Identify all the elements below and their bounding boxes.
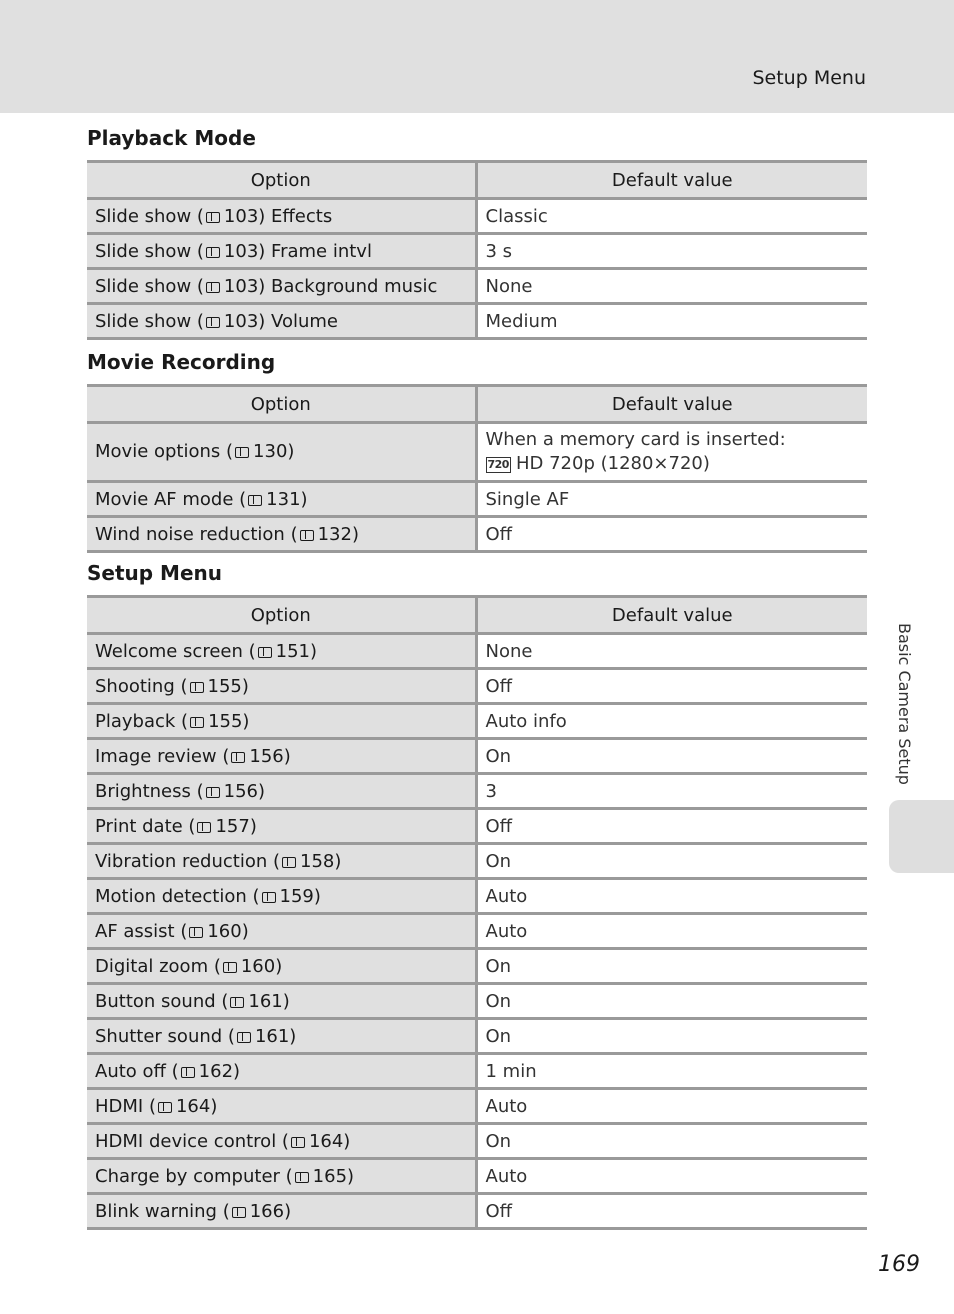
book-icon bbox=[230, 997, 244, 1008]
book-icon bbox=[295, 1172, 309, 1183]
value-line-1: When a memory card is inserted: bbox=[485, 429, 786, 450]
option-cell: Slide show ( 103) Effects bbox=[87, 199, 476, 234]
book-icon bbox=[181, 1067, 195, 1078]
value-cell: On bbox=[476, 739, 867, 774]
book-icon bbox=[206, 212, 220, 223]
value-cell bbox=[476, 423, 867, 482]
table-row bbox=[87, 423, 867, 482]
value-cell: 3 s bbox=[476, 234, 867, 269]
book-icon bbox=[189, 927, 203, 938]
option-cell: Vibration reduction ( 158) bbox=[87, 844, 476, 879]
column-header-option: Option bbox=[87, 597, 476, 634]
value-cell: On bbox=[476, 844, 867, 879]
table-row bbox=[87, 704, 867, 739]
book-icon bbox=[232, 1207, 246, 1218]
table-row bbox=[87, 809, 867, 844]
value-cell: Auto bbox=[476, 879, 867, 914]
side-chapter-label: Basic Camera Setup bbox=[895, 623, 914, 785]
table-row bbox=[87, 669, 867, 704]
header-title: Setup Menu bbox=[752, 67, 866, 89]
option-cell: Button sound ( 161) bbox=[87, 984, 476, 1019]
book-icon bbox=[237, 1032, 251, 1043]
option-cell: HDMI ( 164) bbox=[87, 1089, 476, 1124]
value-cell: Auto bbox=[476, 1159, 867, 1194]
table-row bbox=[87, 482, 867, 517]
book-icon bbox=[262, 892, 276, 903]
table-row bbox=[87, 844, 867, 879]
table-row bbox=[87, 199, 867, 234]
table-row bbox=[87, 517, 867, 552]
table-row bbox=[87, 234, 867, 269]
value-cell: Off bbox=[476, 809, 867, 844]
table-row bbox=[87, 1089, 867, 1124]
value-cell: On bbox=[476, 984, 867, 1019]
option-cell: Wind noise reduction ( 132) bbox=[87, 517, 476, 552]
table-row bbox=[87, 634, 867, 669]
book-icon bbox=[223, 962, 237, 973]
book-icon bbox=[300, 530, 314, 541]
option-cell: Slide show ( 103) Frame intvl bbox=[87, 234, 476, 269]
value-cell: Single AF bbox=[476, 482, 867, 517]
table-row bbox=[87, 949, 867, 984]
table-row bbox=[87, 1019, 867, 1054]
option-cell: Playback ( 155) bbox=[87, 704, 476, 739]
value-cell: Auto info bbox=[476, 704, 867, 739]
table-row bbox=[87, 1054, 867, 1089]
value-cell: On bbox=[476, 949, 867, 984]
book-icon bbox=[197, 822, 211, 833]
value-cell: Auto bbox=[476, 914, 867, 949]
table-row bbox=[87, 774, 867, 809]
book-icon bbox=[258, 647, 272, 658]
column-header-default: Default value bbox=[476, 597, 867, 634]
value-cell: None bbox=[476, 634, 867, 669]
table-row bbox=[87, 1124, 867, 1159]
playback-section-title: Playback Mode bbox=[87, 126, 256, 150]
value-cell: On bbox=[476, 1124, 867, 1159]
book-icon bbox=[158, 1102, 172, 1113]
page-header bbox=[0, 0, 954, 113]
playback-table bbox=[87, 160, 867, 340]
book-icon bbox=[231, 752, 245, 763]
table-row bbox=[87, 914, 867, 949]
table-row bbox=[87, 984, 867, 1019]
chapter-tab bbox=[889, 800, 954, 873]
option-cell: Brightness ( 156) bbox=[87, 774, 476, 809]
movie-table bbox=[87, 384, 867, 553]
option-cell: Print date ( 157) bbox=[87, 809, 476, 844]
value-cell: On bbox=[476, 1019, 867, 1054]
page-number: 169 bbox=[878, 1252, 920, 1277]
option-cell: Movie options ( 130) bbox=[87, 423, 476, 482]
value-cell: Off bbox=[476, 1194, 867, 1229]
value-line-2: 720 HD 720p (1280×720) bbox=[487, 453, 710, 474]
book-icon bbox=[206, 247, 220, 258]
option-cell: AF assist ( 160) bbox=[87, 914, 476, 949]
book-icon bbox=[190, 717, 204, 728]
value-cell: 3 bbox=[476, 774, 867, 809]
book-icon bbox=[235, 447, 249, 458]
book-icon bbox=[206, 317, 220, 328]
value-cell: Off bbox=[476, 517, 867, 552]
table-row bbox=[87, 739, 867, 774]
option-cell: Shutter sound ( 161) bbox=[87, 1019, 476, 1054]
book-icon bbox=[291, 1137, 305, 1148]
table-row bbox=[87, 304, 867, 339]
value-cell: Off bbox=[476, 669, 867, 704]
table-row bbox=[87, 1194, 867, 1229]
value-cell: None bbox=[476, 269, 867, 304]
table-row bbox=[87, 879, 867, 914]
option-cell: Charge by computer ( 165) bbox=[87, 1159, 476, 1194]
option-cell: Motion detection ( 159) bbox=[87, 879, 476, 914]
column-header-option: Option bbox=[87, 162, 476, 199]
book-icon bbox=[282, 857, 296, 868]
hd-720-icon: 720 bbox=[487, 458, 509, 471]
value-cell: Auto bbox=[476, 1089, 867, 1124]
option-cell: Image review ( 156) bbox=[87, 739, 476, 774]
option-cell: Slide show ( 103) Volume bbox=[87, 304, 476, 339]
value-cell: Classic bbox=[476, 199, 867, 234]
option-cell: Digital zoom ( 160) bbox=[87, 949, 476, 984]
book-icon bbox=[190, 682, 204, 693]
column-header-default: Default value bbox=[476, 162, 867, 199]
option-cell: Slide show ( 103) Background music bbox=[87, 269, 476, 304]
book-icon bbox=[206, 282, 220, 293]
column-header-option: Option bbox=[87, 386, 476, 423]
table-row bbox=[87, 1159, 867, 1194]
option-cell: HDMI device control ( 164) bbox=[87, 1124, 476, 1159]
option-cell: Blink warning ( 166) bbox=[87, 1194, 476, 1229]
value-cell: 1 min bbox=[476, 1054, 867, 1089]
movie-section-title: Movie Recording bbox=[87, 350, 276, 374]
book-icon bbox=[206, 787, 220, 798]
setup-section-title: Setup Menu bbox=[87, 561, 222, 585]
value-cell: Medium bbox=[476, 304, 867, 339]
option-cell: Shooting ( 155) bbox=[87, 669, 476, 704]
book-icon bbox=[248, 495, 262, 506]
setup-table bbox=[87, 595, 867, 1230]
column-header-default: Default value bbox=[476, 386, 867, 423]
option-cell: Welcome screen ( 151) bbox=[87, 634, 476, 669]
option-cell: Movie AF mode ( 131) bbox=[87, 482, 476, 517]
option-cell: Auto off ( 162) bbox=[87, 1054, 476, 1089]
table-row bbox=[87, 269, 867, 304]
